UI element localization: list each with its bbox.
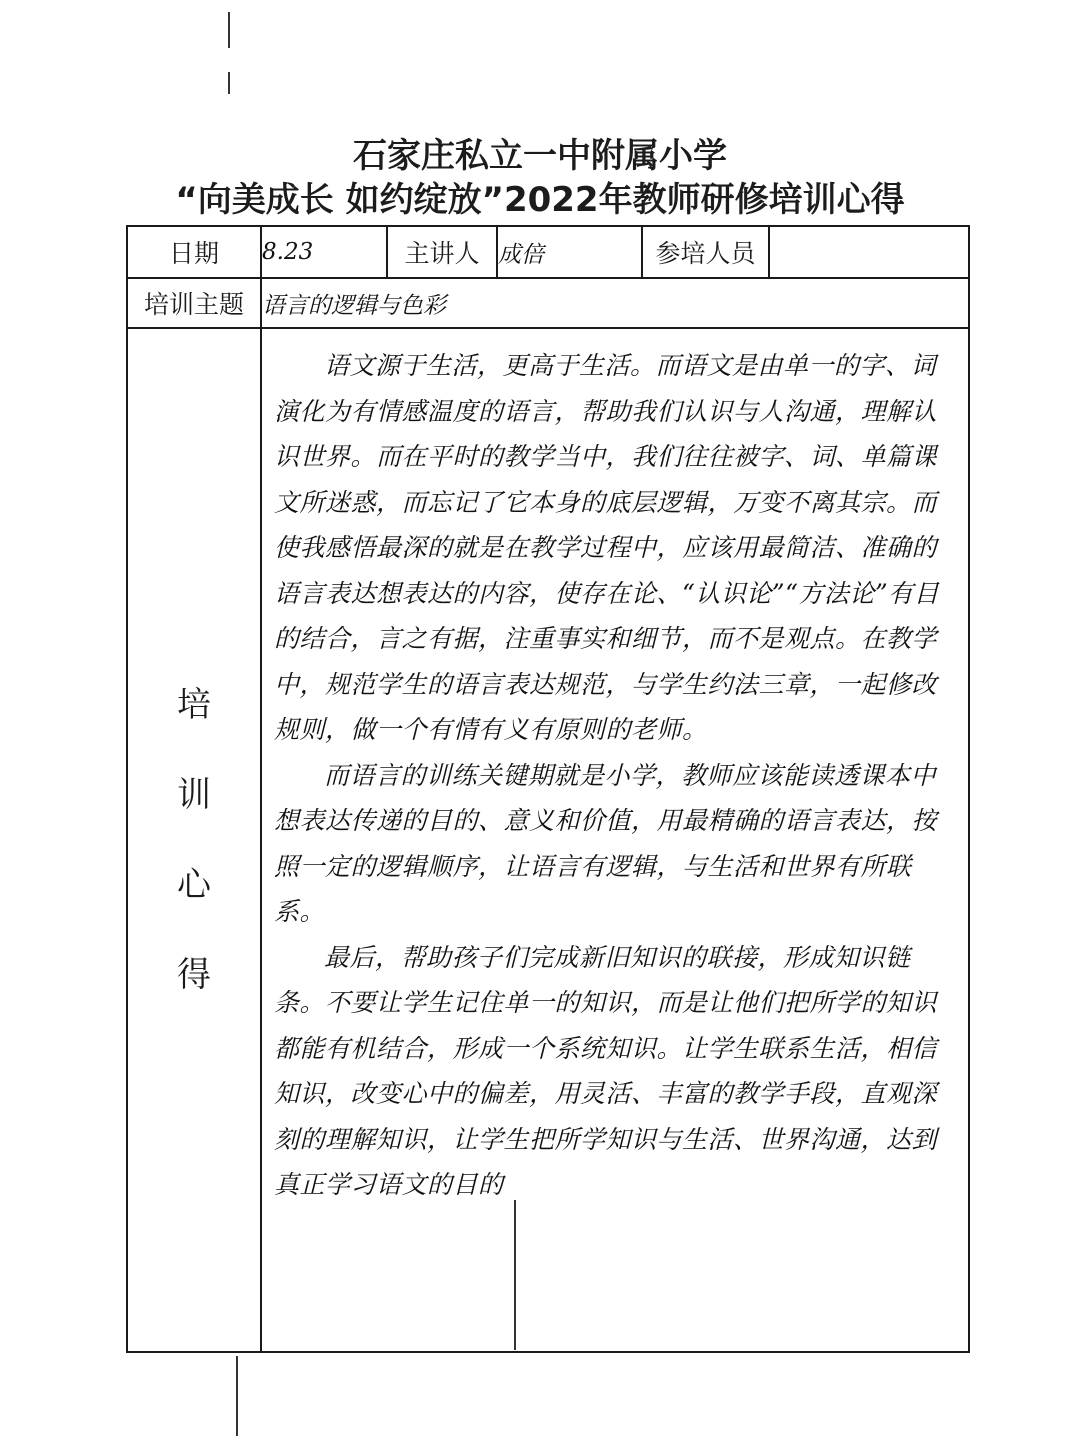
speaker-value: 成倍 [497,226,642,278]
scan-mark [236,1356,238,1436]
speaker-label: 主讲人 [387,226,497,278]
form-row-reflection [127,328,969,1352]
essay-text [262,329,968,1208]
participants-value [769,226,969,278]
essay-paragraph: 而语言的训练关键期就是小学，教师应该能读透课本中想表达传递的目的、意义和价值，用最精确的语言表达，按照一定的逻辑顺序，让语言有逻辑，与生活和世界有所联系。 [274,760,938,926]
reflection-label-char: 心 [177,865,211,905]
scan-mark [228,72,230,94]
topic-label: 培训主题 [127,278,261,328]
participants-label: 参培人员 [642,226,769,278]
school-name: 石家庄私立一中附属小学 [353,136,727,176]
date-label: 日期 [127,226,261,278]
reflection-label [127,328,261,1352]
reflection-label-char: 得 [177,955,211,995]
form-row-info [127,226,969,278]
reflection-body [261,328,969,1352]
reflection-label-char: 培 [177,685,211,725]
form-row-topic [127,278,969,328]
essay-paragraph: 最后，帮助孩子们完成新旧知识的联接，形成知识链条。不要让学生记住单一的知识，而是让他们把所学的知识都能有机结合，形成一个系统知识。让学生联系生活，相信知识，改变心中的偏差，用灵活、丰富的教学手段，直观深刻的理解知识，让学生把所学知识与生活、世界沟通，达到真正学习语文的目的 [274,942,938,1199]
document-title: “向美成长 如约绽放”2022年教师研修培训心得 [175,180,905,220]
training-form [126,225,970,1353]
topic-value: 语言的逻辑与色彩 [261,278,969,328]
essay-paragraph: 语文源于生活，更高于生活。而语文是由单一的字、词演化为有情感温度的语言，帮助我们认识与人沟通，理解认识世界。而在平时的教学当中，我们往往被字、词、单篇课文所迷惑，而忘记了它本身的底层逻辑，万变不离其宗。而使我感悟最深的就是在教学过程中，应该用最简洁、准确的语言表达想表达的内容，使存在论、“认识论”“方法论”有目的结合，言之有据，注重事实和细节，而不是观点。在教学中，规范学生的语言表达规范，与学生约法三章，一起修改规则，做一个有情有义有原则的老师。 [274,351,940,744]
reflection-label-char: 训 [177,775,211,815]
scan-mark [228,12,230,48]
date-value: 8.23 [261,226,387,278]
